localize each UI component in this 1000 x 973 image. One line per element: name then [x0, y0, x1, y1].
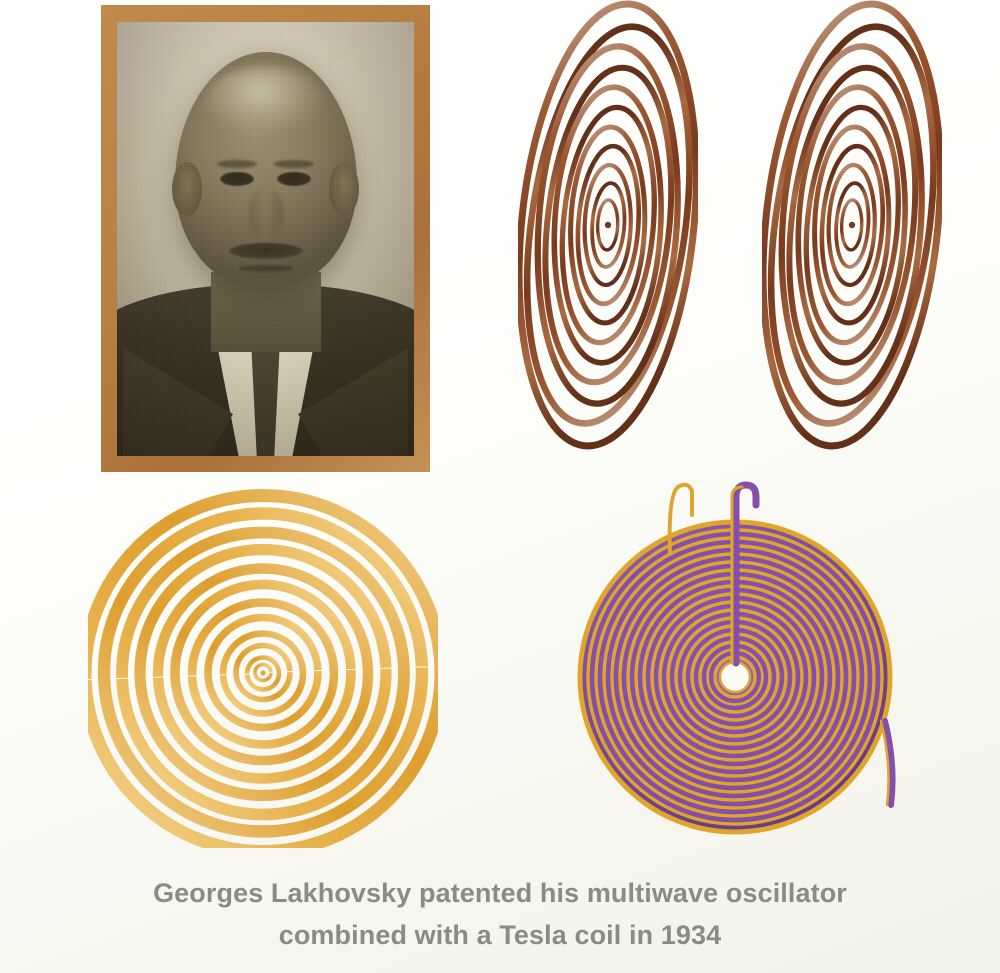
caption-line-1: Georges Lakhovsky patented his multiwave oscillator	[153, 878, 847, 908]
caption-line-2: combined with a Tesla coil in 1934	[278, 920, 722, 950]
lakhovsky-gold-coil	[88, 488, 438, 848]
tesla-flat-spiral-coil	[560, 475, 920, 835]
tesla-flat-spiral-coil-svg	[560, 475, 920, 835]
lakhovsky-gold-coil-svg	[88, 488, 438, 848]
mwo-antenna-top-right	[762, 0, 942, 450]
portrait-film-grain	[117, 22, 414, 456]
caption	[0, 872, 1000, 956]
portrait-frame	[101, 5, 430, 472]
mwo-antenna-top-left-svg	[518, 0, 698, 450]
coil-center-hole	[720, 662, 750, 692]
mwo-antenna-top-right-svg	[762, 0, 942, 450]
mwo-antenna-top-left	[518, 0, 698, 450]
portrait-photo	[117, 22, 414, 456]
